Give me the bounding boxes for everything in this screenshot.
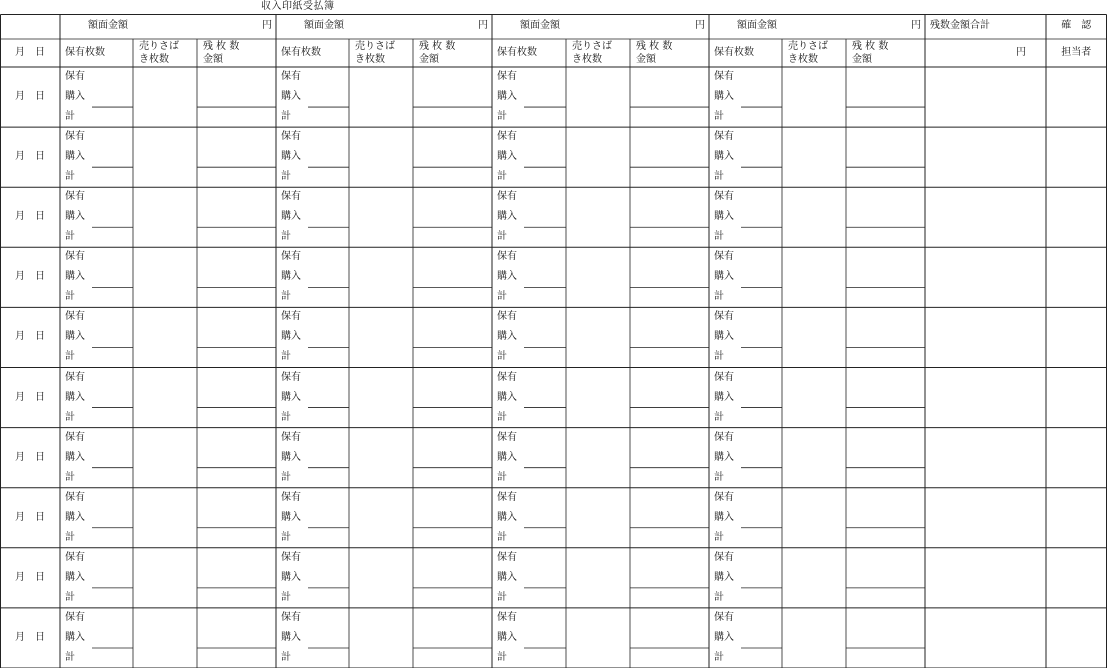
row-5-group-1-total: 計 [65, 351, 75, 363]
row-9-group-3-held: 保有 [497, 551, 517, 563]
row-7-month-day: 月 日 [15, 451, 45, 463]
row-10-group-3-held: 保有 [497, 611, 517, 623]
face-value-label-4: 額面金額 [737, 20, 777, 31]
row-4-group-3-purchase: 購入 [497, 271, 517, 283]
held-count-header-3: 保有枚数 [497, 47, 537, 58]
sold-count-header-l2-4: き枚数 [788, 54, 818, 65]
row-10-group-2-total: 計 [281, 651, 291, 663]
held-count-header-2: 保有枚数 [281, 47, 321, 58]
row-5-group-4-held: 保有 [714, 311, 734, 323]
row-10-group-3-total: 計 [497, 651, 507, 663]
row-9-group-1-held: 保有 [65, 551, 85, 563]
row-6-group-2-total: 計 [281, 411, 291, 423]
row-8-group-3-total: 計 [497, 531, 507, 543]
row-3-group-3-held: 保有 [497, 191, 517, 203]
row-3-group-2-held: 保有 [281, 191, 301, 203]
row-8-group-2-purchase: 購入 [281, 511, 301, 523]
face-value-yen-3: 円 [695, 20, 705, 31]
row-5-group-2-purchase: 購入 [281, 331, 301, 343]
face-value-yen-1: 円 [262, 20, 272, 31]
row-3-group-4-purchase: 購入 [714, 211, 734, 223]
row-9-group-3-purchase: 購入 [497, 571, 517, 583]
row-9-group-2-purchase: 購入 [281, 571, 301, 583]
row-4-group-4-purchase: 購入 [714, 271, 734, 283]
row-5-group-1-held: 保有 [65, 311, 85, 323]
remaining-header-l1-3: 残 枚 数 [636, 41, 673, 52]
row-9-month-day: 月 日 [15, 571, 45, 583]
row-8-group-1-held: 保有 [65, 491, 85, 503]
row-6-month-day: 月 日 [15, 391, 45, 403]
row-6-group-1-purchase: 購入 [65, 391, 85, 403]
row-2-month-day: 月 日 [15, 151, 45, 163]
row-10-month-day: 月 日 [15, 631, 45, 643]
sold-count-header-l1-3: 売りさば [572, 41, 612, 52]
row-5-group-3-purchase: 購入 [497, 331, 517, 343]
row-4-group-3-total: 計 [497, 291, 507, 303]
row-8-month-day: 月 日 [15, 511, 45, 523]
row-6-group-2-held: 保有 [281, 371, 301, 383]
remaining-total-label: 残数金額合計 [930, 20, 990, 31]
row-1-group-3-purchase: 購入 [497, 91, 517, 103]
row-3-group-2-total: 計 [281, 231, 291, 243]
row-6-group-3-held: 保有 [497, 371, 517, 383]
row-10-group-4-purchase: 購入 [714, 631, 734, 643]
row-7-group-3-held: 保有 [497, 431, 517, 443]
row-9-group-3-total: 計 [497, 591, 507, 603]
row-8-group-3-purchase: 購入 [497, 511, 517, 523]
row-2-group-1-purchase: 購入 [65, 151, 85, 163]
row-1-group-4-purchase: 購入 [714, 91, 734, 103]
remaining-header-l2-1: 金額 [203, 54, 223, 65]
row-8-group-2-total: 計 [281, 531, 291, 543]
row-5-group-4-total: 計 [714, 351, 724, 363]
month-day-header: 月 日 [15, 47, 45, 58]
held-count-header-4: 保有枚数 [714, 47, 754, 58]
face-value-label-1: 額面金額 [88, 20, 128, 31]
row-2-group-2-held: 保有 [281, 131, 301, 143]
row-8-group-4-purchase: 購入 [714, 511, 734, 523]
row-9-group-2-held: 保有 [281, 551, 301, 563]
row-2-group-3-total: 計 [497, 171, 507, 183]
row-3-group-1-held: 保有 [65, 191, 85, 203]
row-10-group-2-held: 保有 [281, 611, 301, 623]
sold-count-header-l1-4: 売りさば [788, 41, 828, 52]
row-3-group-2-purchase: 購入 [281, 211, 301, 223]
row-3-group-4-total: 計 [714, 231, 724, 243]
row-6-group-1-total: 計 [65, 411, 75, 423]
sold-count-header-l2-1: き枚数 [139, 54, 169, 65]
ledger-grid [0, 14, 1107, 668]
row-1-group-3-total: 計 [497, 111, 507, 123]
row-9-group-2-total: 計 [281, 591, 291, 603]
row-4-group-1-purchase: 購入 [65, 271, 85, 283]
row-7-group-3-purchase: 購入 [497, 451, 517, 463]
row-4-group-2-purchase: 購入 [281, 271, 301, 283]
row-1-group-2-held: 保有 [281, 71, 301, 82]
person-in-charge-header: 担当者 [1061, 47, 1092, 58]
remaining-header-l1-1: 残 枚 数 [203, 41, 240, 52]
remaining-header-l2-2: 金額 [419, 54, 439, 65]
row-6-group-3-purchase: 購入 [497, 391, 517, 403]
row-4-group-3-held: 保有 [497, 251, 517, 263]
row-10-group-2-purchase: 購入 [281, 631, 301, 643]
row-4-group-4-total: 計 [714, 291, 724, 303]
form-title: 収入印紙受払簿 [261, 1, 335, 12]
row-1-month-day: 月 日 [15, 91, 45, 103]
row-7-group-1-total: 計 [65, 471, 75, 483]
row-2-group-3-held: 保有 [497, 131, 517, 143]
row-8-group-3-held: 保有 [497, 491, 517, 503]
face-value-label-2: 額面金額 [304, 20, 344, 31]
sold-count-header-l2-3: き枚数 [572, 54, 602, 65]
remaining-total-yen: 円 [1016, 47, 1026, 58]
face-value-yen-2: 円 [478, 20, 488, 31]
row-7-group-2-purchase: 購入 [281, 451, 301, 463]
row-7-group-4-held: 保有 [714, 431, 734, 443]
row-6-group-3-total: 計 [497, 411, 507, 423]
row-3-group-4-held: 保有 [714, 191, 734, 203]
row-1-group-1-purchase: 購入 [65, 91, 85, 103]
row-5-group-4-purchase: 購入 [714, 331, 734, 343]
row-2-group-2-purchase: 購入 [281, 151, 301, 163]
row-7-group-1-purchase: 購入 [65, 451, 85, 463]
row-2-group-4-purchase: 購入 [714, 151, 734, 163]
row-3-group-3-purchase: 購入 [497, 211, 517, 223]
row-7-group-2-total: 計 [281, 471, 291, 483]
row-10-group-3-purchase: 購入 [497, 631, 517, 643]
row-10-group-1-held: 保有 [65, 611, 85, 623]
row-6-group-4-held: 保有 [714, 371, 734, 383]
row-3-group-1-total: 計 [65, 231, 75, 243]
row-2-group-4-total: 計 [714, 171, 724, 183]
row-1-group-4-total: 計 [714, 111, 724, 123]
row-1-group-1-total: 計 [65, 111, 75, 123]
row-2-group-1-total: 計 [65, 171, 75, 183]
row-7-group-2-held: 保有 [281, 431, 301, 443]
row-7-group-3-total: 計 [497, 471, 507, 483]
row-6-group-1-held: 保有 [65, 371, 85, 383]
row-8-group-4-total: 計 [714, 531, 724, 543]
row-10-group-1-total: 計 [65, 651, 75, 663]
row-2-group-2-total: 計 [281, 171, 291, 183]
remaining-header-l2-4: 金額 [852, 54, 872, 65]
sold-count-header-l1-2: 売りさば [355, 41, 395, 52]
row-6-group-4-total: 計 [714, 411, 724, 423]
row-9-group-4-purchase: 購入 [714, 571, 734, 583]
row-5-group-2-total: 計 [281, 351, 291, 363]
row-4-group-2-held: 保有 [281, 251, 301, 263]
row-3-group-1-purchase: 購入 [65, 211, 85, 223]
row-7-group-4-total: 計 [714, 471, 724, 483]
row-5-group-3-held: 保有 [497, 311, 517, 323]
row-7-group-4-purchase: 購入 [714, 451, 734, 463]
row-4-group-1-total: 計 [65, 291, 75, 303]
row-2-group-1-held: 保有 [65, 131, 85, 143]
row-3-month-day: 月 日 [15, 211, 45, 223]
row-2-group-4-held: 保有 [714, 131, 734, 143]
row-7-group-1-held: 保有 [65, 431, 85, 443]
row-1-group-2-purchase: 購入 [281, 91, 301, 103]
row-9-group-4-held: 保有 [714, 551, 734, 563]
row-10-group-1-purchase: 購入 [65, 631, 85, 643]
row-3-group-3-total: 計 [497, 231, 507, 243]
row-2-group-3-purchase: 購入 [497, 151, 517, 163]
row-1-group-4-held: 保有 [714, 71, 734, 82]
row-4-group-1-held: 保有 [65, 251, 85, 263]
row-4-group-4-held: 保有 [714, 251, 734, 263]
remaining-header-l1-2: 残 枚 数 [419, 41, 456, 52]
row-8-group-1-purchase: 購入 [65, 511, 85, 523]
row-6-group-2-purchase: 購入 [281, 391, 301, 403]
confirm-label: 確 認 [1061, 20, 1092, 31]
sold-count-header-l2-2: き枚数 [355, 54, 385, 65]
row-6-group-4-purchase: 購入 [714, 391, 734, 403]
row-4-month-day: 月 日 [15, 271, 45, 283]
row-5-group-3-total: 計 [497, 351, 507, 363]
held-count-header-1: 保有枚数 [65, 47, 105, 58]
row-10-group-4-held: 保有 [714, 611, 734, 623]
face-value-yen-4: 円 [911, 20, 921, 31]
ledger-table [0, 14, 1107, 668]
row-8-group-1-total: 計 [65, 531, 75, 543]
sold-count-header-l1-1: 売りさば [139, 41, 179, 52]
face-value-label-3: 額面金額 [520, 20, 560, 31]
row-5-group-2-held: 保有 [281, 311, 301, 323]
row-1-group-1-held: 保有 [65, 71, 85, 82]
row-9-group-1-total: 計 [65, 591, 75, 603]
row-9-group-1-purchase: 購入 [65, 571, 85, 583]
row-4-group-2-total: 計 [281, 291, 291, 303]
row-10-group-4-total: 計 [714, 651, 724, 663]
remaining-header-l1-4: 残 枚 数 [852, 41, 889, 52]
row-5-group-1-purchase: 購入 [65, 331, 85, 343]
row-8-group-2-held: 保有 [281, 491, 301, 503]
row-9-group-4-total: 計 [714, 591, 724, 603]
row-1-group-2-total: 計 [281, 111, 291, 123]
remaining-header-l2-3: 金額 [636, 54, 656, 65]
row-1-group-3-held: 保有 [497, 71, 517, 82]
row-5-month-day: 月 日 [15, 331, 45, 343]
row-8-group-4-held: 保有 [714, 491, 734, 503]
